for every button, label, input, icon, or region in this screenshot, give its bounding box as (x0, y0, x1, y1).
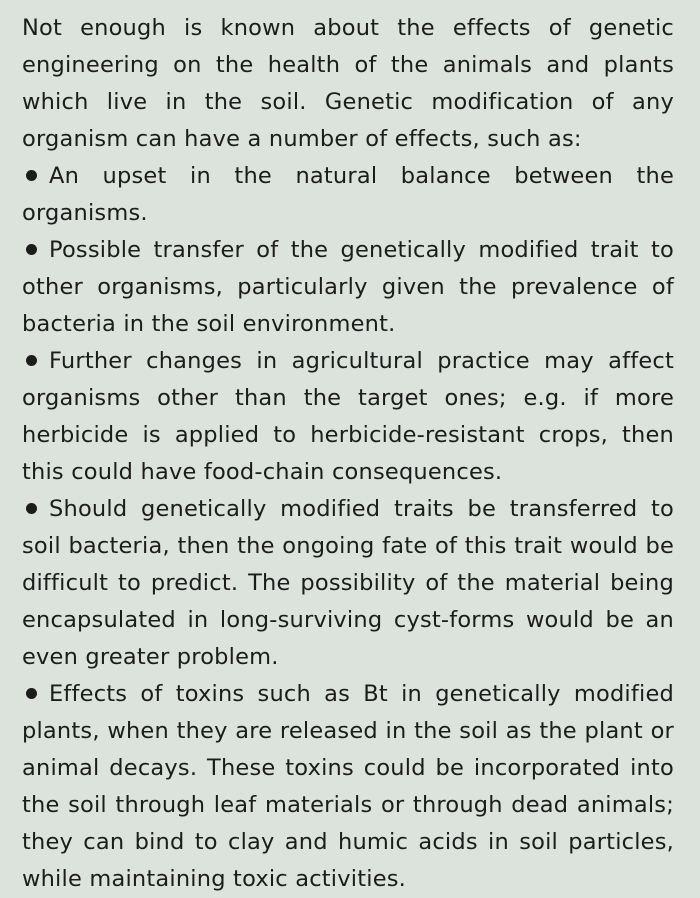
intro-paragraph: Not enough is known about the effects of genetic engineering on the health of the animals and plants which live in the soil. Genetic modification of any organism can have a number of effects, such as: (22, 15, 674, 152)
bullet-text-5: Effects of toxins such as Bt in genetically modified plants, when they are released in the soil as the plant or animal decays. These toxins could be incorporated into the soil through leaf materials or through dead animals; they can bind to clay and humic acids in soil particles, while maintaining toxic activities. (22, 681, 674, 892)
bullet-text-2: Possible transfer of the genetically modified trait to other organisms, particularly given the prevalence of bacteria in the soil environment. (22, 237, 674, 337)
bullet-item-4 (22, 491, 674, 676)
bullet-icon (26, 503, 37, 514)
bullet-item-1 (22, 158, 674, 232)
bullet-item-2 (22, 232, 674, 343)
bullet-icon (26, 355, 37, 366)
bullet-item-5 (22, 676, 674, 898)
bullet-icon (26, 688, 37, 699)
bullet-item-3 (22, 343, 674, 491)
bullet-text-3: Further changes in agricultural practice may affect organisms other than the target ones; e.g. if more herbicide is applied to herbicide-resistant crops, then this could have food-chain consequences. (22, 348, 674, 485)
bullet-text-4: Should genetically modified traits be transferred to soil bacteria, then the ongoing fate of this trait would be difficult to predict. The possibility of the material being encapsulated in long-surviving cyst-forms would be an even greater problem. (22, 496, 674, 670)
bullet-icon (26, 170, 37, 181)
bullet-text-1: An upset in the natural balance between the organisms. (22, 163, 674, 226)
bullet-icon (26, 244, 37, 255)
